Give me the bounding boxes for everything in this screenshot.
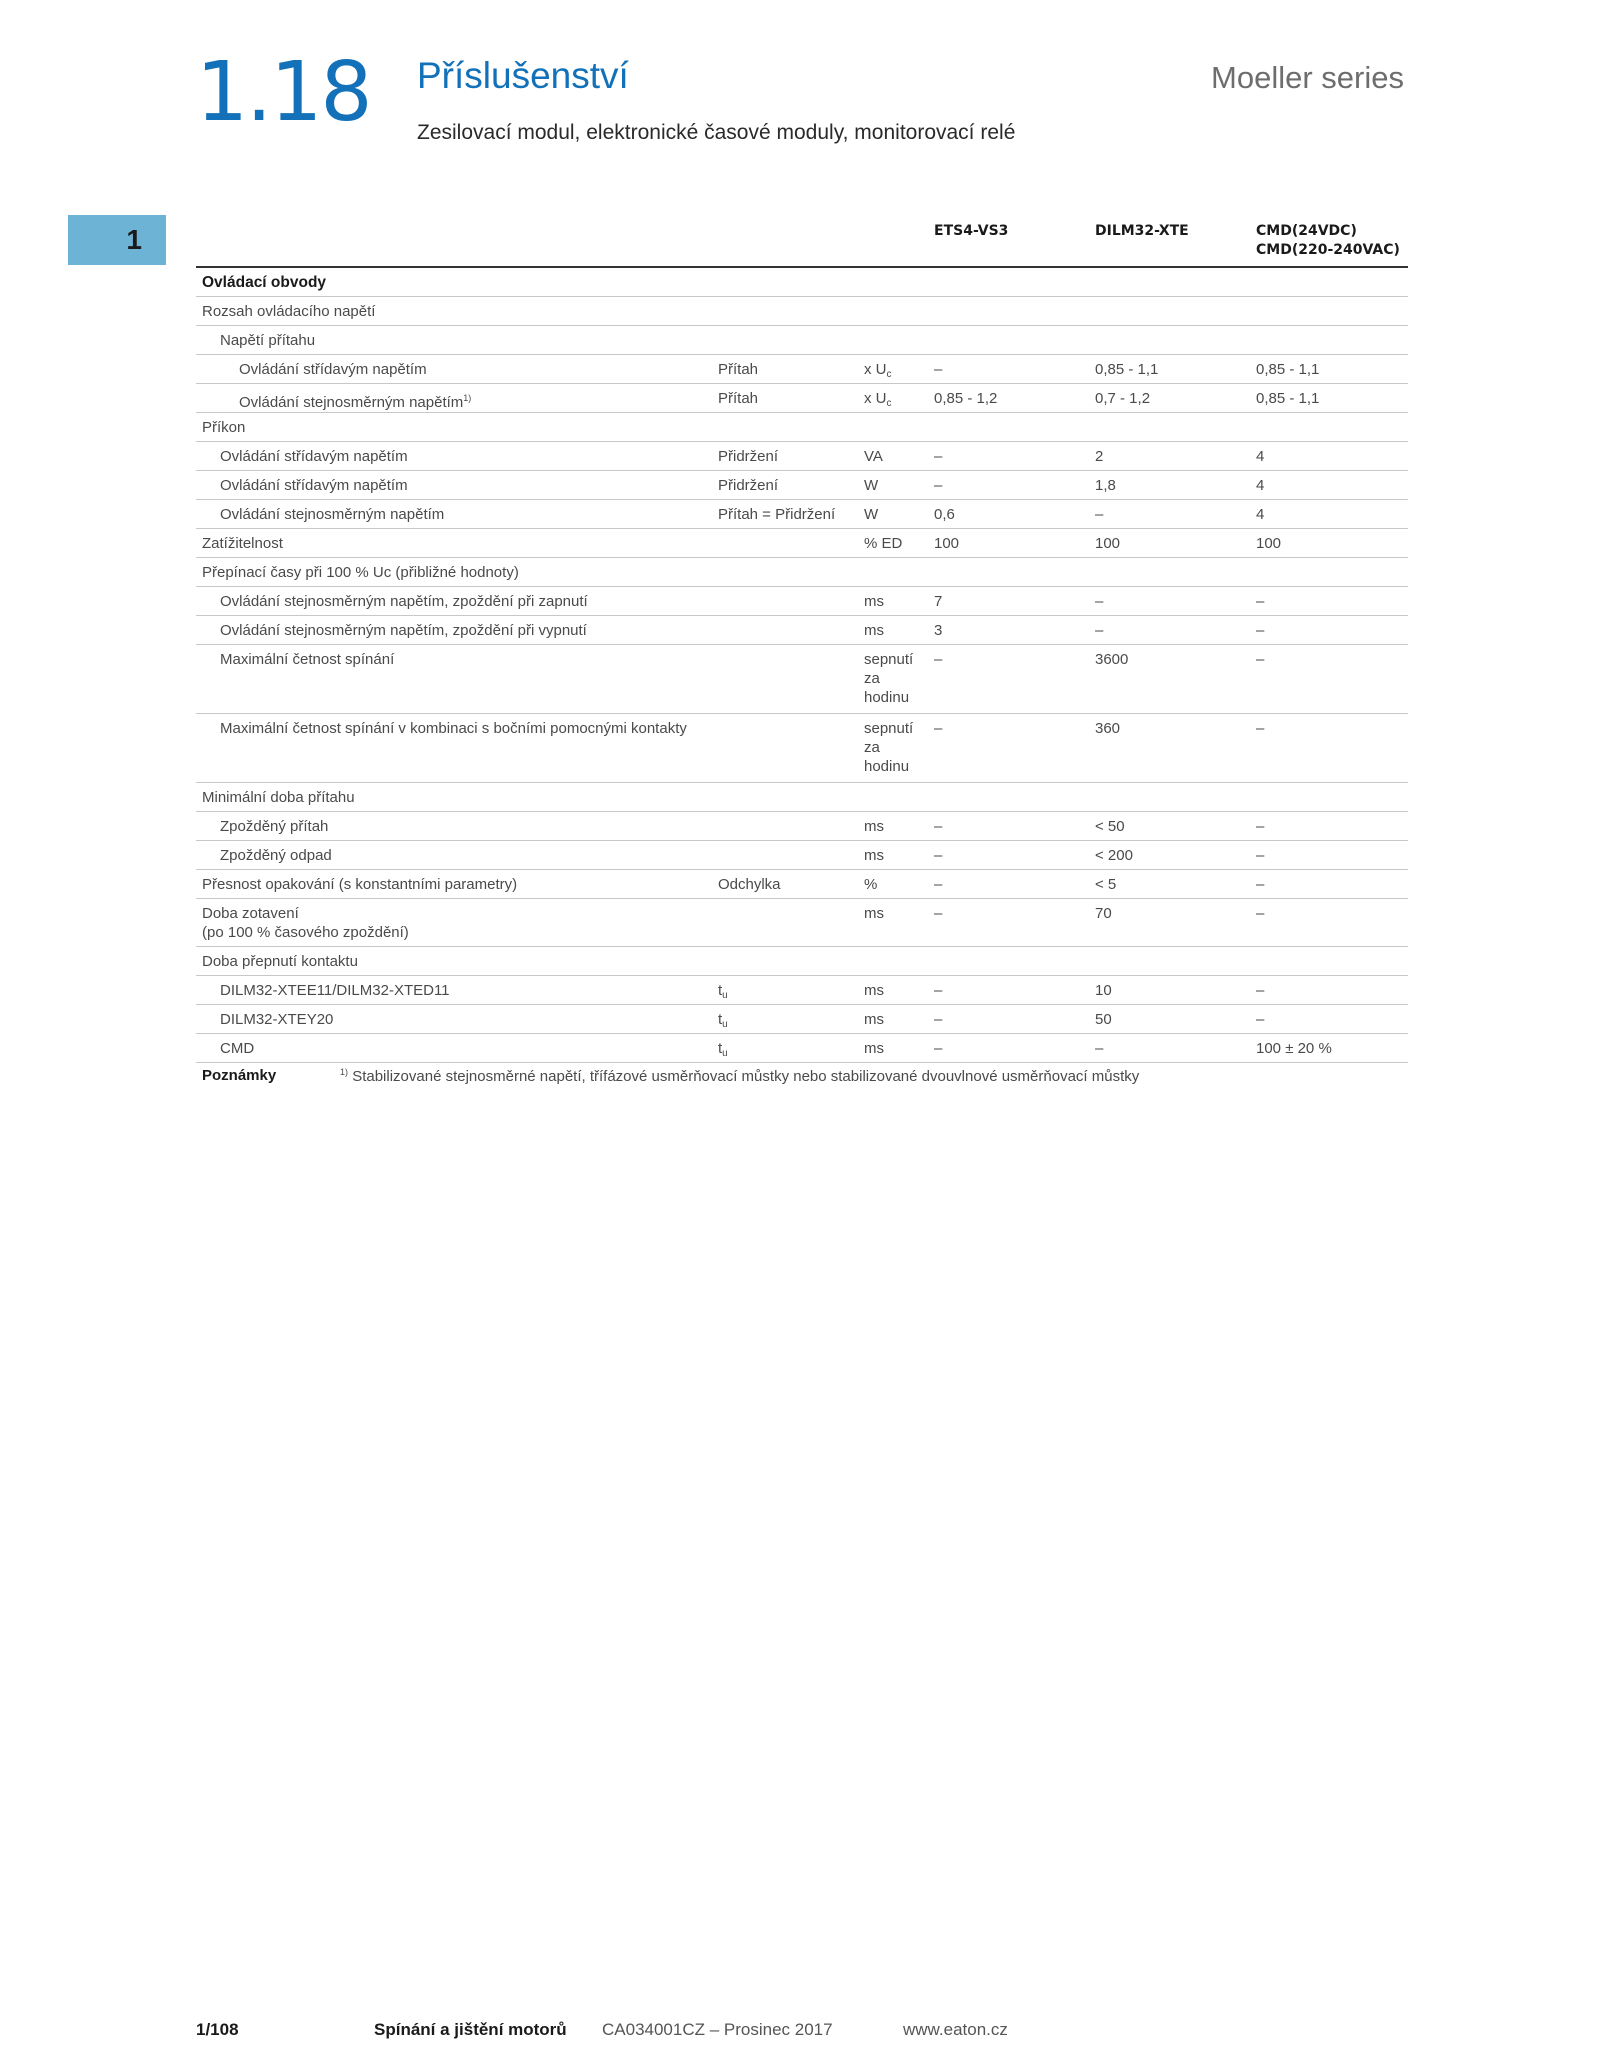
table-row: [196, 899, 1408, 947]
column-header-cmd-ac: CMD(220-240VAC): [1256, 242, 1400, 258]
row-condition: Přítah = Přidržení: [718, 506, 836, 523]
row-condition: $t_u$: [718, 1011, 728, 1030]
value-cmd: 4: [1256, 477, 1265, 494]
table-row: [196, 841, 1408, 870]
value-ets4: –: [934, 477, 943, 494]
note-item: [340, 1067, 1139, 1085]
table-row: [196, 1005, 1408, 1034]
row-label-line2: (po 100 % časového zpoždění): [202, 924, 409, 941]
row-condition: $t_u$: [718, 1040, 728, 1059]
table-row: [196, 812, 1408, 841]
document-title: Spínání a jištění motorů: [374, 2020, 567, 2039]
row-unit: %: [864, 876, 878, 893]
row-unit: ms: [864, 982, 884, 999]
value-ets4: –: [934, 361, 943, 378]
row-label: DILM32-XTEY20: [220, 1011, 334, 1028]
value-dilm32: 0,85 - 1,1: [1095, 361, 1159, 378]
table-row: [196, 413, 1408, 442]
page-number: 1/108: [196, 2020, 239, 2039]
row-label: Příkon: [202, 419, 246, 436]
row-label: Zpožděný odpad: [220, 847, 332, 864]
row-unit: ms: [864, 818, 884, 835]
table-row: [196, 587, 1408, 616]
row-unit: VA: [864, 448, 883, 465]
value-dilm32: 0,7 - 1,2: [1095, 390, 1151, 407]
row-label: Ovládání stejnosměrným napětím$^{1)}$: [239, 393, 472, 411]
value-ets4: –: [934, 1011, 943, 1028]
row-unit: sepnutí za hodinu: [864, 720, 914, 775]
value-dilm32: 360: [1095, 720, 1121, 737]
chapter-tab-label: 1: [126, 224, 142, 255]
row-condition: Přidržení: [718, 477, 779, 494]
value-ets4: 3: [934, 622, 943, 639]
table-body: [196, 268, 1408, 1063]
value-ets4: –: [934, 982, 943, 999]
value-cmd: 100: [1256, 535, 1282, 552]
row-condition: $t_u$: [718, 982, 728, 1001]
row-unit: ms: [864, 622, 884, 639]
note-marker: 1): [340, 1067, 349, 1077]
value-ets4: 0,85 - 1,2: [934, 390, 998, 407]
value-dilm32: 1,8: [1095, 477, 1116, 494]
row-unit: ms: [864, 593, 884, 610]
row-unit: W: [864, 506, 879, 523]
table-row: [196, 558, 1408, 587]
value-ets4: –: [934, 720, 943, 737]
row-label: Rozsah ovládacího napětí: [202, 303, 376, 320]
document-code: CA034001CZ – Prosinec 2017: [602, 2020, 833, 2039]
value-ets4: –: [934, 876, 943, 893]
row-label: Přesnost opakování (s konstantními parametry): [202, 876, 518, 893]
value-ets4: 100: [934, 535, 960, 552]
table-row: [196, 442, 1408, 471]
row-unit: ms: [864, 1040, 884, 1057]
value-cmd: –: [1256, 593, 1265, 610]
value-ets4: –: [934, 651, 943, 668]
row-unit: ms: [864, 905, 884, 922]
column-header-ets4: ETS4-VS3: [934, 223, 1009, 239]
row-label: Ovládání střídavým napětím: [220, 477, 408, 494]
row-label: Ovládání stejnosměrným napětím, zpoždění při vypnutí: [220, 622, 587, 639]
note-text: Stabilizované stejnosměrné napětí, třífázové usměrňovací můstky nebo stabilizované dvouvlnové usměrňovací můstky: [352, 1068, 1140, 1085]
value-dilm32: 50: [1095, 1011, 1112, 1028]
table-row: [196, 947, 1408, 976]
row-unit: W: [864, 477, 879, 494]
row-condition: Přítah: [718, 390, 759, 407]
value-dilm32: –: [1095, 1040, 1104, 1057]
row-label: Přepínací časy při 100 % Uc (přibližné hodnoty): [202, 564, 519, 581]
table-row: [196, 616, 1408, 645]
value-dilm32: –: [1095, 593, 1104, 610]
value-dilm32: –: [1095, 506, 1104, 523]
table-row: [196, 645, 1408, 714]
column-header-cmd-dc: CMD(24VDC): [1256, 223, 1357, 239]
chapter-tab[interactable]: [68, 215, 166, 265]
table-row: [196, 783, 1408, 812]
row-label: Napětí přítahu: [220, 332, 316, 349]
row-label: Ovládání střídavým napětím: [239, 361, 427, 378]
value-cmd: –: [1256, 622, 1265, 639]
row-condition: Přidržení: [718, 448, 779, 465]
table-row: [196, 297, 1408, 326]
row-label: Minimální doba přítahu: [202, 789, 355, 806]
row-label: DILM32-XTEE11/DILM32-XTED11: [220, 982, 450, 999]
value-cmd: –: [1256, 847, 1265, 864]
table-row: [196, 355, 1408, 384]
section-number: 1.18: [196, 45, 371, 140]
row-label: Zpožděný přítah: [220, 818, 329, 835]
value-dilm32: 10: [1095, 982, 1112, 999]
value-ets4: –: [934, 847, 943, 864]
table-header: [196, 220, 1408, 268]
value-dilm32: 2: [1095, 448, 1104, 465]
page-title: Příslušenství: [417, 55, 629, 96]
value-dilm32: 3600: [1095, 651, 1129, 668]
value-ets4: –: [934, 1040, 943, 1057]
value-dilm32: < 5: [1095, 876, 1117, 893]
footnote-marker: 1): [463, 393, 472, 403]
row-label: Doba zotavení (po 100 % časového zpoždění): [202, 904, 708, 942]
value-ets4: –: [934, 818, 943, 835]
value-cmd: –: [1256, 982, 1265, 999]
column-header-dilm32: DILM32-XTE: [1095, 223, 1189, 239]
value-ets4: –: [934, 448, 943, 465]
table-row: [196, 870, 1408, 899]
table-row: [196, 529, 1408, 558]
value-cmd: 4: [1256, 448, 1265, 465]
row-unit: ms: [864, 1011, 884, 1028]
value-cmd: 100 ± 20 %: [1256, 1040, 1332, 1057]
row-label: Maximální četnost spínání v kombinaci s bočními pomocnými kontakty: [220, 720, 687, 737]
table-row: [196, 268, 1408, 297]
row-unit: sepnutí za hodinu: [864, 651, 914, 706]
row-unit: % ED: [864, 535, 903, 552]
value-cmd: –: [1256, 876, 1265, 893]
row-label: CMD: [220, 1040, 255, 1057]
page-subtitle: Zesilovací modul, elektronické časové moduly, monitorovací relé: [417, 121, 1016, 144]
row-unit: ms: [864, 847, 884, 864]
value-dilm32: < 200: [1095, 847, 1133, 864]
value-dilm32: 70: [1095, 905, 1112, 922]
table-row: [196, 1034, 1408, 1063]
row-label: Ovládací obvody: [202, 274, 327, 291]
value-cmd: –: [1256, 818, 1265, 835]
table-row: [196, 714, 1408, 783]
value-cmd: 4: [1256, 506, 1265, 523]
row-label: Doba přepnutí kontaktu: [202, 953, 358, 970]
value-cmd: –: [1256, 1011, 1265, 1028]
row-label: Ovládání střídavým napětím: [220, 448, 408, 465]
column-header-cmd: [1256, 222, 1400, 260]
value-cmd: –: [1256, 905, 1265, 922]
table-row: [196, 384, 1408, 413]
table-row: [196, 500, 1408, 529]
value-dilm32: < 50: [1095, 818, 1125, 835]
value-dilm32: 100: [1095, 535, 1121, 552]
series-label: Moeller series: [1211, 60, 1404, 95]
value-ets4: 0,6: [934, 506, 955, 523]
row-label: Ovládání stejnosměrným napětím, zpoždění při zapnutí: [220, 593, 588, 610]
value-cmd: –: [1256, 720, 1265, 737]
spec-table: [196, 220, 1408, 1089]
value-cmd: –: [1256, 651, 1265, 668]
website-link[interactable]: www.eaton.cz: [903, 2020, 1008, 2039]
row-condition: Přítah: [718, 361, 759, 378]
row-unit: x $U_c$: [864, 361, 892, 380]
value-ets4: 7: [934, 593, 943, 610]
row-label: Maximální četnost spínání: [220, 651, 395, 668]
value-cmd: 0,85 - 1,1: [1256, 361, 1320, 378]
row-label: Zatížitelnost: [202, 535, 283, 552]
row-unit: x $U_c$: [864, 390, 892, 409]
notes-label: Poznámky: [202, 1067, 277, 1084]
table-row: [196, 471, 1408, 500]
notes: [196, 1063, 1408, 1089]
value-cmd: 0,85 - 1,1: [1256, 390, 1320, 407]
value-dilm32: –: [1095, 622, 1104, 639]
row-label: Ovládání stejnosměrným napětím: [220, 506, 445, 523]
value-ets4: –: [934, 905, 943, 922]
row-condition: Odchylka: [718, 876, 781, 893]
table-row: [196, 326, 1408, 355]
table-row: [196, 976, 1408, 1005]
